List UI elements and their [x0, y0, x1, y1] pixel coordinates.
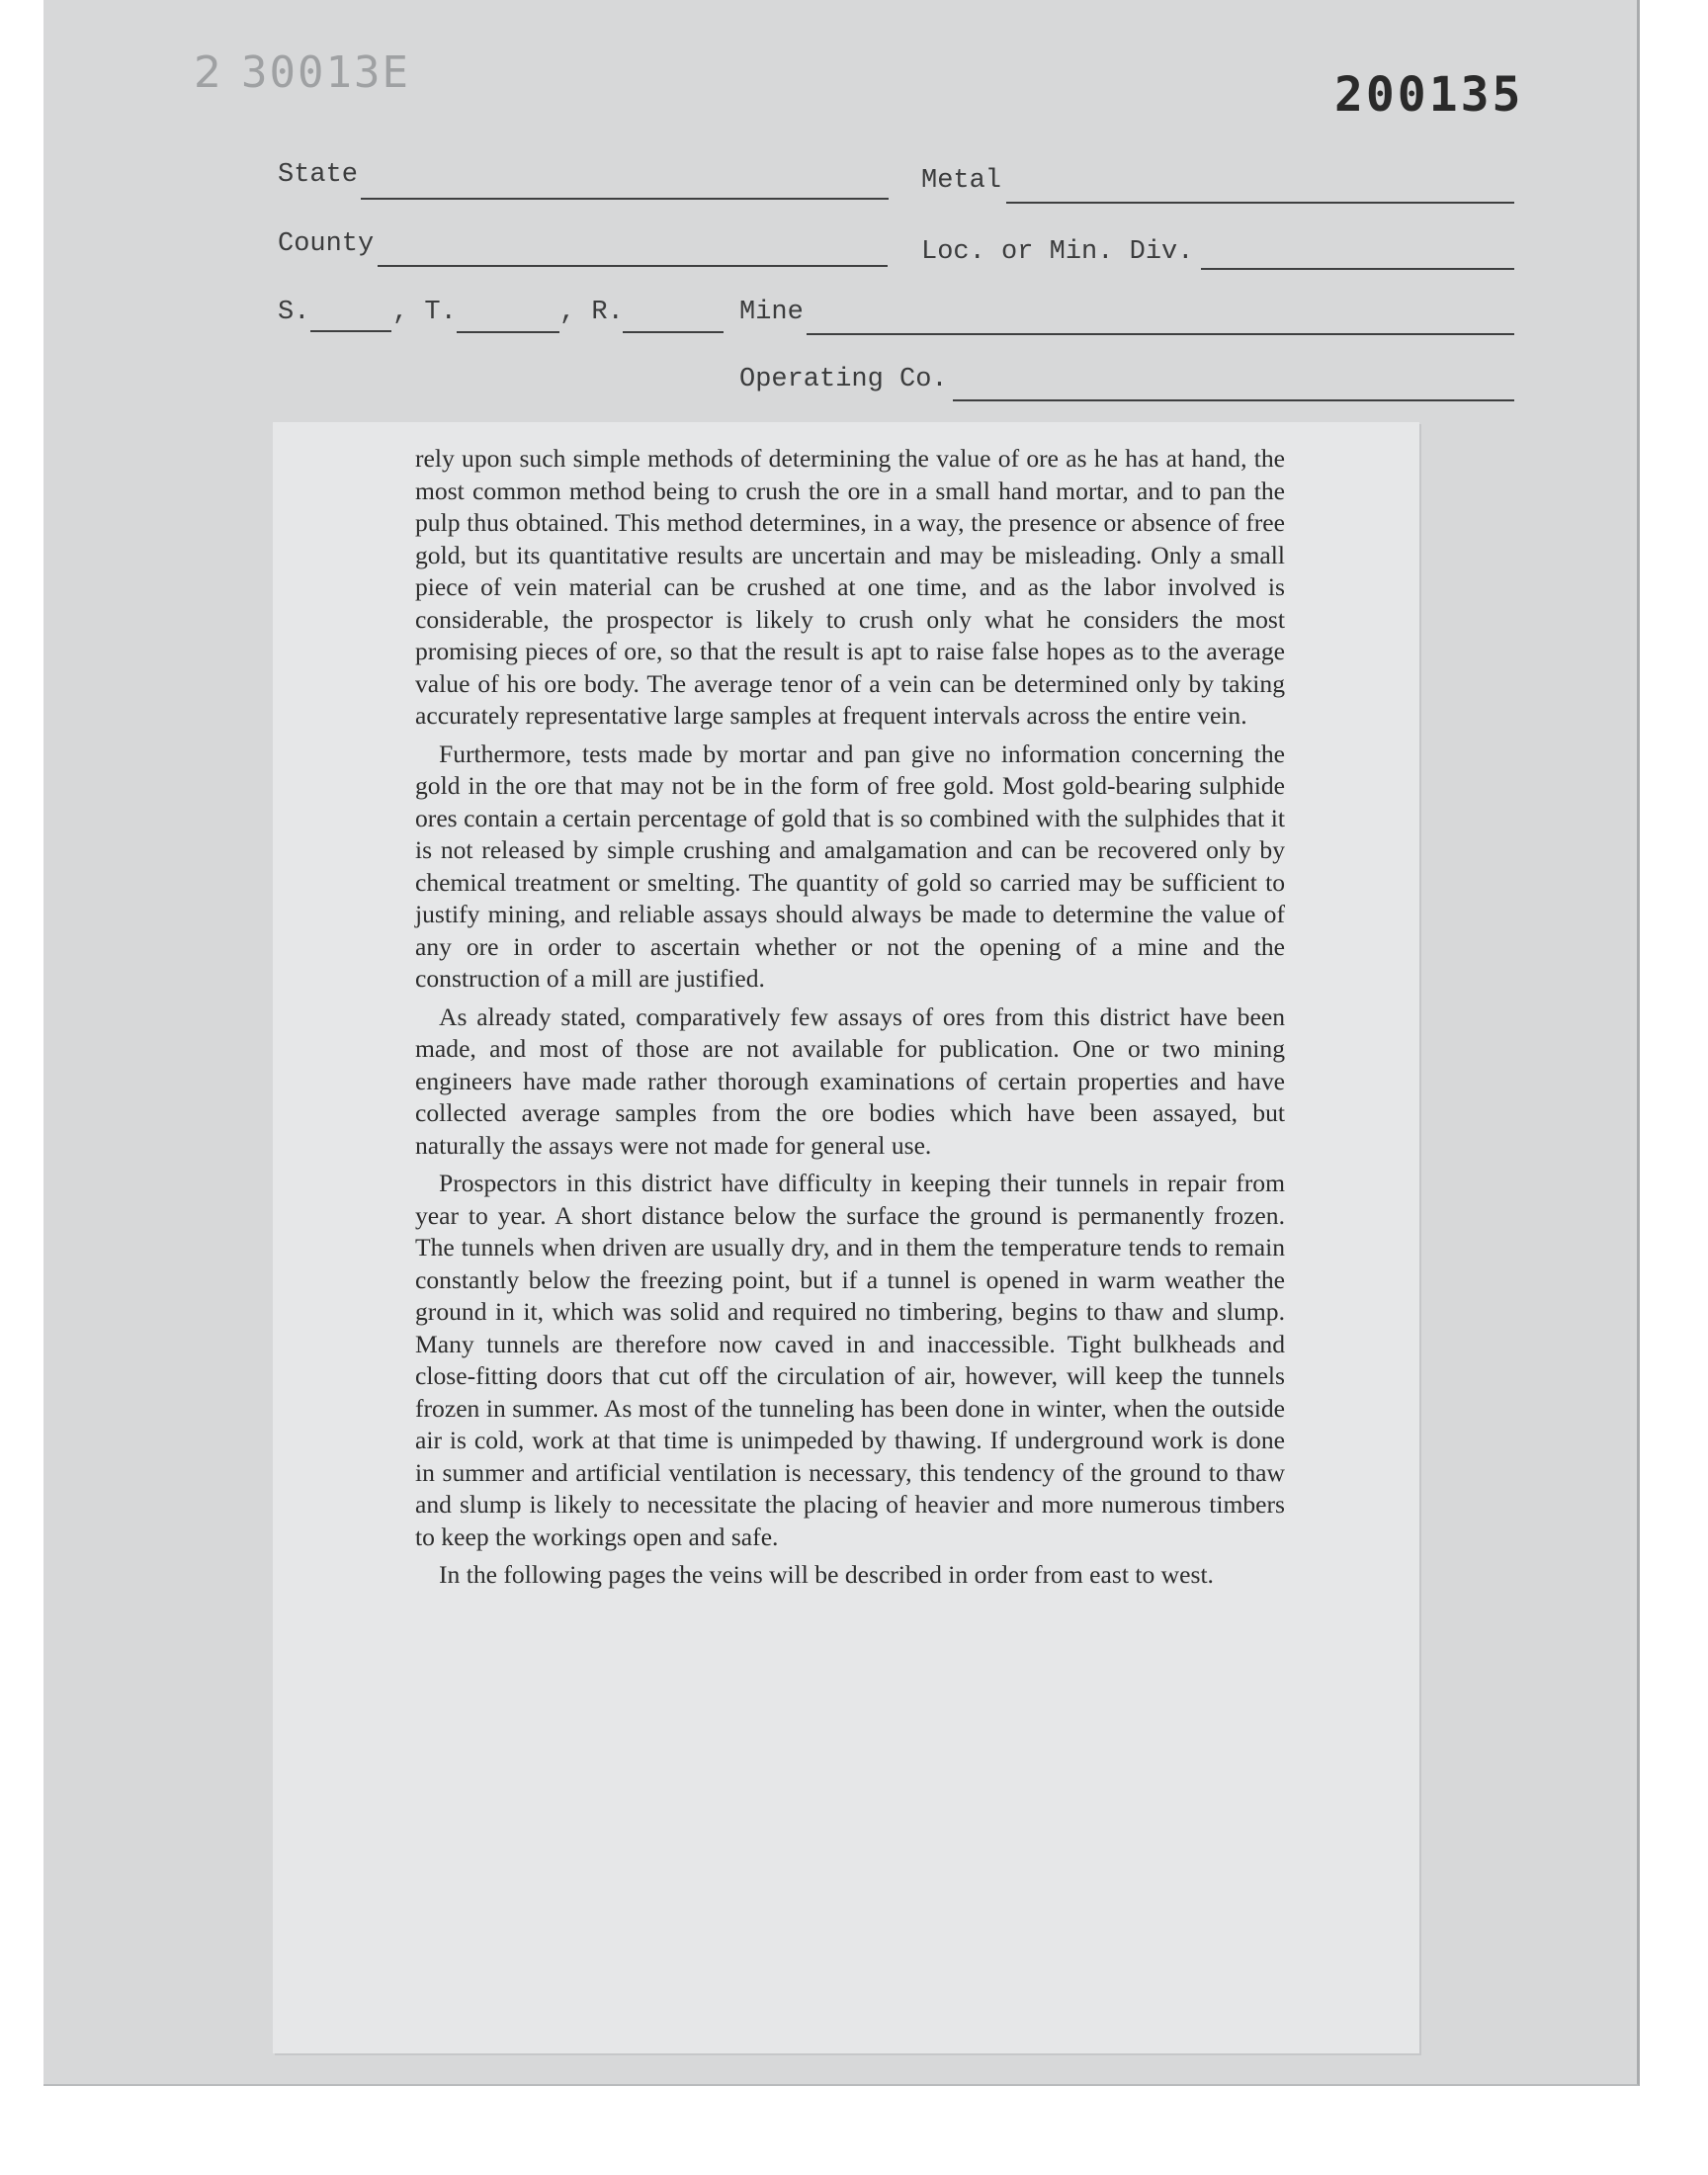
- stamp-number: 3001ЗЕ: [241, 47, 410, 98]
- paragraph: As already stated, comparatively few assays of ores from this district have been made, and most of those are not available for publication. One or two mining engineers have made rather thorough examinations of certain properties and have collected average samples from the ore bodies which have been assayed, but naturally the assays were not made for general use.: [415, 1001, 1285, 1160]
- operating-co-field-line: [953, 399, 1514, 401]
- loc-field-line: [1201, 268, 1514, 270]
- paragraph: Prospectors in this district have difficulty in keeping their tunnels in repair from year to year. A short distance below the surface the ground is permanently frozen. The tunnels when driven are usually dry, and in them the temperature tends to remain constantly below the freezing point, but if a tunnel is opened in warm weather the ground in it, which was solid and required no timbering, begins to thaw and slump. Many tunnels are therefore now caved in and inaccessible. Tight bulkheads and close-fitting doors that cut off the circulation of air, however, will keep the tunnels frozen in summer. As most of the tunneling has been done in winter, when the outside air is cold, work at that time is unimpeded by thawing. If underground work is done in summer and artificial ventilation is necessary, this tendency of the ground to thaw and slump is likely to necessitate the placing of heavier and more numerous timbers to keep the workings open and safe.: [415, 1169, 1285, 1551]
- paragraph: Furthermore, tests made by mortar and pan give no information concerning the gold in the ore that may not be in the form of free gold. Most gold-bearing sulphide ores contain a certain percentage of gold that is so combined with the sulphides that it is not released by simple crushing and amalgamation and can be recovered only by chemical treatment or smelting. The quantity of gold so carried may be sufficient to justify mining, and reliable assays should always be made to determine the value of any ore in order to ascertain whether or not the opening of a mine and the construction of a mill are justified.: [415, 739, 1285, 993]
- body-text: [415, 443, 1285, 1598]
- section-field-line: [310, 330, 391, 332]
- document-number: 200135: [1334, 67, 1524, 123]
- stamp-mark: 2: [194, 47, 223, 98]
- mine-field-line: [807, 333, 1514, 335]
- township-field-line: [457, 331, 559, 333]
- township-label: , T.: [392, 298, 457, 327]
- paragraph: rely upon such simple methods of determining the value of ore as he has at hand, the most common method being to crush the ore in a small hand mortar, and to pan the pulp thus obtained. This method determines, in a way, the presence or absence of free gold, but its quantitative results are uncertain and may be misleading. Only a small piece of vein material can be crushed at one time, and as the labor involved is considerable, the prospector is likely to crush only what he considers the most promising pieces of ore, so that the result is apt to raise false hopes as to the average value of his ore body. The average tenor of a vein can be determined only by taking accurately representative large samples at frequent intervals across the entire vein.: [415, 444, 1285, 730]
- state-field-line: [361, 198, 889, 200]
- county-label: County: [278, 229, 375, 259]
- county-field-line: [378, 265, 888, 267]
- metal-field-line: [1006, 202, 1514, 204]
- faded-stamp: [194, 47, 410, 98]
- range-label: , R.: [559, 298, 624, 327]
- operating-co-label: Operating Co.: [739, 365, 948, 394]
- section-label: S.: [278, 298, 310, 327]
- metal-label: Metal: [921, 166, 1002, 196]
- mine-label: Mine: [739, 298, 804, 327]
- paragraph: In the following pages the veins will be described in order from east to west.: [439, 1560, 1214, 1589]
- range-field-line: [623, 331, 724, 333]
- state-label: State: [278, 160, 359, 190]
- loc-label: Loc. or Min. Div.: [921, 237, 1194, 267]
